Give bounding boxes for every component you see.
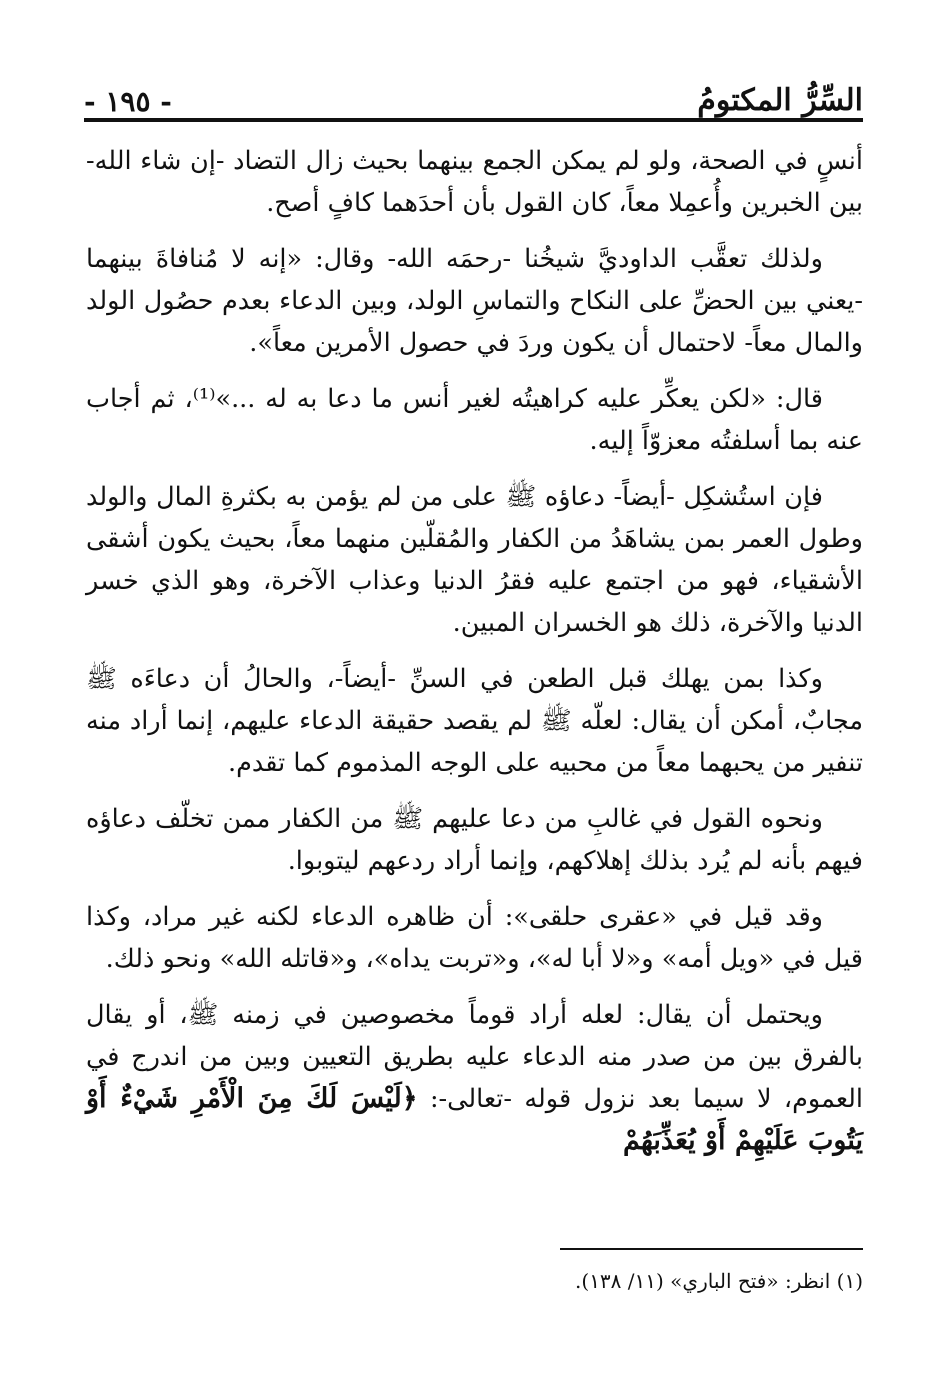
paragraph: ونحوه القول في غالبِ من دعا عليهم ﷺ من الكفار ممن تخلّف دعاؤه فيهم بأنه لم يُرد بذلك إهلاكهم، وإنما أراد ردعهم ليتوبوا. — [86, 804, 863, 876]
paragraph: أنسٍ في الصحة، ولو لم يمكن الجمع بينهما بحيث زال التضاد -إن شاء الله- بين الخبرين وأُعمِلا معاً، كان القول بأن أحدَهما كافٍ أصح. — [86, 146, 863, 218]
quran-verse: ﴿لَيْسَ لَكَ مِنَ الْأَمْرِ شَيْءٌ أَوْ يَتُوبَ عَلَيْهِمْ أَوْ يُعَذِّبَهُمْ — [86, 1083, 863, 1156]
paragraph: ولذلك تعقَّب الداوديَّ شيخُنا -رحمَه الله- وقال: «إنه لا مُنافاةَ بينهما -يعني بين الحضِّ على النكاح والتماسِ الولد، وبين الدعاء بعدم حصُول الولد والمال معاً- لاحتمال أن يكون وردَ في حصول الأمرين معاً». — [86, 244, 863, 358]
footnote-rule — [560, 1248, 863, 1250]
page-number: - ١٩٥ - — [84, 85, 172, 118]
running-header — [84, 72, 863, 116]
footnote: (١) انظر: «فتح الباري» (١١/ ١٣٨). — [575, 1269, 863, 1293]
header-rule — [84, 118, 863, 122]
paragraph: قال: «لكن يعكِّر عليه كراهيتُه لغير أنس ما دعا به له ...»⁽¹⁾، ثم أجاب عنه بما أسلفتُه معزوّاً إليه. — [86, 384, 863, 456]
paragraph-text: ويحتمل أن يقال: لعله أراد قوماً مخصوصين في زمنه ﷺ، أو يقال بالفرق بين من صدر منه الدعاء عليه بطريق التعيين وبين من اندرج في العموم، لا سيما بعد نزول قوله -تعالى-: — [86, 1000, 863, 1114]
paragraph: وقد قيل في «عقرى حلقى»: أن ظاهره الدعاء لكنه غير مراد، وكذا قيل في «ويل أمه» و«لا أبا له»، و«تربت يداه»، و«قاتله الله» ونحو ذلك. — [86, 902, 863, 974]
paragraph: فإن استُشكِل -أيضاً- دعاؤه ﷺ على من لم يؤمن به بكثرةِ المال والولد وطول العمر بمن يشاهَدُ من الكفار والمُقلّين منهما معاً، بحيث يكون أشقى الأشقياء، فهو من اجتمع عليه فقرُ الدنيا وعذاب الآخرة، وهو الذي خسر الدنيا والآخرة، ذلك هو الخسران المبين. — [86, 482, 863, 638]
body-text — [86, 140, 863, 1176]
paragraph: وكذا بمن يهلك قبل الطعن في السنِّ -أيضاً-، والحالُ أن دعاءَه ﷺ مجابٌ، أمكن أن يقال: لعلّه ﷺ لم يقصد حقيقة الدعاء عليهم، إنما أراد منه تنفير من يحبهما معاً من محبيه على الوجه المذموم كما تقدم. — [86, 664, 863, 778]
book-title: السِّرُّ المكتومُ — [697, 83, 863, 118]
paragraph-with-verse — [86, 994, 863, 1162]
